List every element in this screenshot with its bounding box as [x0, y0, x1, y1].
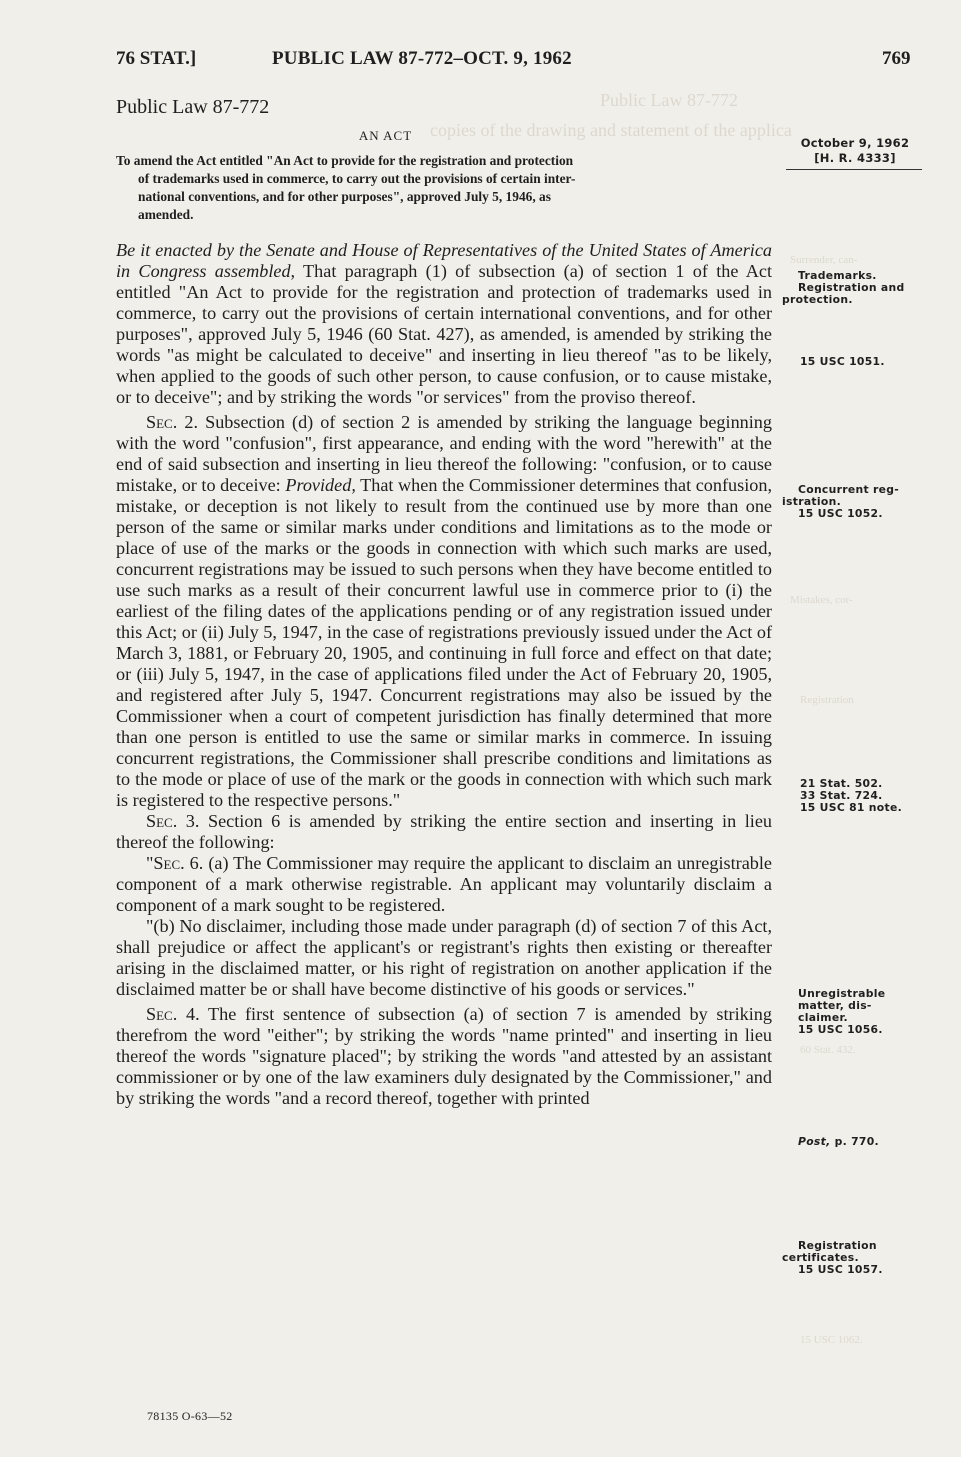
- provided-term: Provided,: [285, 475, 356, 495]
- margin-note-registration: [782, 1239, 926, 1276]
- margin-note-concurrent: [782, 483, 926, 520]
- section-1-text: That paragraph (1) of subsection (a) of section 1 of the Act entitled "An Act to provide for the registration and protection of trademarks used in commerce, to carry out the provisions of certain international conventions, and for other purposes", approved July 5, 1946 (60 Stat. 427), as amended, is amended by striking the words "as might be calculated to deceive" and inserting in lieu thereof "as to be likely, when applied to the goods of such other person, to cause confusion, or to cause mistake, or to deceive"; and by striking the words "or services" from the proviso thereof.: [116, 261, 772, 407]
- section-2-text-cont: That when the Commissioner determines that confusion, mistake, or deception is not likely to result from the continued use by more than one person of the same or similar marks under conditions and limitations as to the mode or place of use of the marks or the goods in connection with which such marks are used, concurrent registrations may be issued to such persons when they have become entitled to use such marks as a result of their concurrent lawful use in commerce prior to (i) the earliest of the filing dates of the applications pending or of any registration issued under this Act; or (ii) July 5, 1947, in the case of registrations previously issued under the Act of March 3, 1881, or February 20, 1905, and continuing in full force and effect on that date; or (iii) July 5, 1947, in the case of applications filed under the Act of February 20, 1905, and registered after July 5, 1947. Concurrent registrations may also be issued by the Commissioner when a court of competent jurisdiction has finally determined that more than one person is entitled to use the same or similar marks in commerce. In issuing concurrent registrations, the Commissioner shall prescribe conditions and limitations as to the mode or place of use of the mark or the goods in connection with which such mark is registered to the respective persons.": [116, 475, 772, 810]
- act-heading: AN ACT: [358, 128, 413, 143]
- section-label: "Sec. 6.: [146, 853, 204, 873]
- act-purpose: [116, 152, 772, 224]
- section-3-text: Section 6 is amended by striking the entire section and inserting in lieu thereof the following:: [116, 811, 772, 852]
- margin-note-line: 15 USC 81 note.: [800, 801, 902, 814]
- print-code: 78135 O-63—52: [147, 1409, 233, 1423]
- margin-note-line: claimer.: [798, 1011, 848, 1024]
- section-6a: [116, 853, 772, 916]
- law-body: [116, 240, 772, 1109]
- section-6b: "(b) No disclaimer, including those made under paragraph (d) of section 7 of this Act, shall prejudice or affect the applicant's or registrant's rights then existing or thereafter arising in the disclaimed matter, or his right of registration on another application if the disclaimed matter be or shall have become distinctive of his goods or services.": [116, 916, 772, 999]
- section-6a-text: (a) The Commissioner may require the applicant to disclaim an unregistrable component of a mark otherwise registrable. An applicant may voluntarily disclaim a component of a mark sought to be registered.: [116, 853, 772, 915]
- margin-note-line: 15 USC 1056.: [798, 1023, 883, 1036]
- stat-reference: 76 STAT.]: [116, 48, 197, 69]
- document-page: Public Law 87-772 copies of the drawing and statement of the applica Surrender, can- Mistakes, cor- Registration 60 Stat. 432. 15 USC 1062. 76 STAT.] PUBLIC LAW 87-772–OCT. 9, 1962 769 Public Law 87-772 AN ACT To amend the Act entitled "An Act to provide for the registration and protection of trademarks used in commerce, to carry out the provisions of certain inter- national conventions, and for other purposes", approved July 5, 1946, as amended. October 9, 1962 [H. R. 4333] Be it enacted by the Senate and House of Representatives of the United States of America in Congress assembled, That paragraph (1) of subsection (a) of section 1 of the Act entitled "An Act to provide for the registration and protection of trademarks used in commerce, to carry out the provisions of certain international conventions, and for other purposes", approved July 5, 1946 (60 Stat. 427), as amended, is amended by striking the words "as might be calculated to deceive" and inserting in lieu thereof "as to be likely, when applied to the goods of such other person, to cause confusion, or to cause mistake, or to deceive"; and by striking the words "or services" from the proviso thereof. Sec. 2. Subsection (d) of section 2 is amended by striking the language beginning with the word "confusion", first appearance, and ending with the word "herewith" at the end of said subsection and inserting in lieu thereof the following: "confusion, or to cause mistake, or to deceive: Provided, That when the Commissioner determines that confusion, mistake, or deception is not likely to result from the continued use by more than one person of the same or similar marks under conditions and limitations as to the mode or place of use of the marks or the goods in connection with which such marks are used, concurrent registrations may be issued to such persons when they have become entitled to use such marks as a result of their concurrent lawful use in commerce prior to (i) the earliest of the filing dates of the applications pending or of any registration issued under this Act; or (ii) July 5, 1947, in the case of registrations previously issued under the Act of March 3, 1881, or February 20, 1905, and continuing in full force and effect on that date; or (iii) July 5, 1947, in the case of applications filed under the Act of February 20, 1905, and registered after July 5, 1947. Concurrent registrations may also be issued by the Commissioner when a court of competent jurisdiction has finally determined that more than one person is entitled to use the same or similar marks in commerce. In issuing concurrent registrations, the Commissioner shall prescribe conditions and limitations as to the mode or place of use of the mark or the goods in connection with which such mark is registered to the respective persons." Sec. 3. Section 6 is amended by striking the entire section and inserting in lieu thereof the following: "Sec. 6. (a) The Commissioner may require the applicant to disclaim an unregistrable component of a mark otherwise registrable. An applicant may voluntarily disclaim a component of a mark sought to be registered. "(b) No disclaimer, including those made under paragraph (d) of section 7 of this Act, shall prejudice or affect the applicant's or registrant's rights then existing or thereafter arising in the disclaimed matter, or his right of registration on another application if the disclaimed matter be or shall have become distinctive of his goods or services." Sec. 4. The first sentence of subsection (a) of section 7 is amended by striking therefrom the word "either"; by striking the words "name printed" and inserting in lieu thereof the words "signature placed"; by striking the words "and attested by an assistant commissioner or by one of the law examiners duly designated by the Commissioner," and by striking the words "and a record thereof, together with printed Trademarks. Registration and protection. 15 USC 1051. Concurrent reg- istration. 15 USC 1052. 21 Stat. 502. 33 Stat. 724. 15 USC 81 note. Unregistrable matter, dis- claimer. 15 USC 1056. Post, p. 770. Registration certificates. 15 USC 1057. 78135 O-63—52: [0, 0, 961, 1457]
- margin-note-line: Concurrent reg-: [798, 483, 900, 496]
- section-3: [116, 811, 772, 853]
- purpose-line: amended.: [138, 207, 194, 222]
- section-4: [116, 1004, 772, 1109]
- margin-note-line: Trademarks.: [798, 269, 877, 282]
- margin-note-line: Unregistrable: [798, 987, 886, 1000]
- purpose-line: national conventions, and for other purposes", approved July 5, 1946, as: [138, 189, 551, 204]
- margin-note-line: Registration: [798, 1239, 877, 1252]
- enacting-clause: Be it enacted by the Senate and House of Representatives of the United States of America in Congress assembled,: [116, 240, 772, 281]
- section-2-text: Subsection (d) of section 2 is amended by striking the language beginning with the word "confusion", first appearance, and ending with the word "herewith" at the end of said subsection and inserting in lieu thereof the following: "confusion, or to cause mistake, or to deceive:: [116, 412, 772, 495]
- page-number: 769: [882, 48, 911, 69]
- purpose-line: To amend the Act entitled "An Act to provide for the registration and protection: [116, 153, 574, 168]
- post-page: p. 770.: [830, 1135, 879, 1148]
- margin-note-unregistrable: [786, 988, 926, 1036]
- margin-note-line: protection.: [782, 293, 853, 306]
- margin-note-post: [798, 1136, 938, 1148]
- purpose-line: of trademarks used in commerce, to carry out the provisions of certain inter-: [138, 171, 576, 186]
- margin-note-line: 33 Stat. 724.: [800, 789, 883, 802]
- running-header-title: PUBLIC LAW 87-772–OCT. 9, 1962: [272, 48, 572, 69]
- enacting-paragraph: [116, 240, 772, 408]
- margin-note-usc-1051: [800, 356, 940, 368]
- section-label: Sec. 4.: [146, 1004, 200, 1024]
- section-2: [116, 412, 772, 811]
- margin-note-line: 15 USC 1052.: [798, 507, 883, 520]
- margin-note-line: Registration and: [798, 281, 905, 294]
- margin-note-statutes: [800, 778, 940, 814]
- section-label: Sec. 3.: [146, 811, 200, 831]
- margin-note-line: matter, dis-: [798, 999, 872, 1012]
- section-label: Sec. 2.: [146, 412, 199, 432]
- post-label: Post,: [798, 1135, 831, 1148]
- margin-note-trademarks: [782, 269, 926, 306]
- margin-note-line: certificates.: [782, 1251, 859, 1264]
- divider: [786, 169, 922, 170]
- section-4-text: The first sentence of subsection (a) of section 7 is amended by striking therefrom the word "either"; by striking the words "name printed" and inserting in lieu thereof the words "signature placed"; by striking the words "and attested by an assistant commissioner or by one of the law examiners duly designated by the Commissioner," and by striking the words "and a record thereof, together with printed: [116, 1004, 772, 1108]
- bill-number: [H. R. 4333]: [814, 151, 896, 165]
- margin-note-line: 21 Stat. 502.: [800, 777, 883, 790]
- law-title: Public Law 87-772: [116, 96, 270, 118]
- margin-note-line: 15 USC 1057.: [798, 1263, 883, 1276]
- margin-note-line: 15 USC 1051.: [800, 355, 885, 368]
- enactment-date-note: [790, 136, 920, 166]
- margin-note-line: istration.: [782, 495, 841, 508]
- enactment-date: October 9, 1962: [800, 136, 910, 150]
